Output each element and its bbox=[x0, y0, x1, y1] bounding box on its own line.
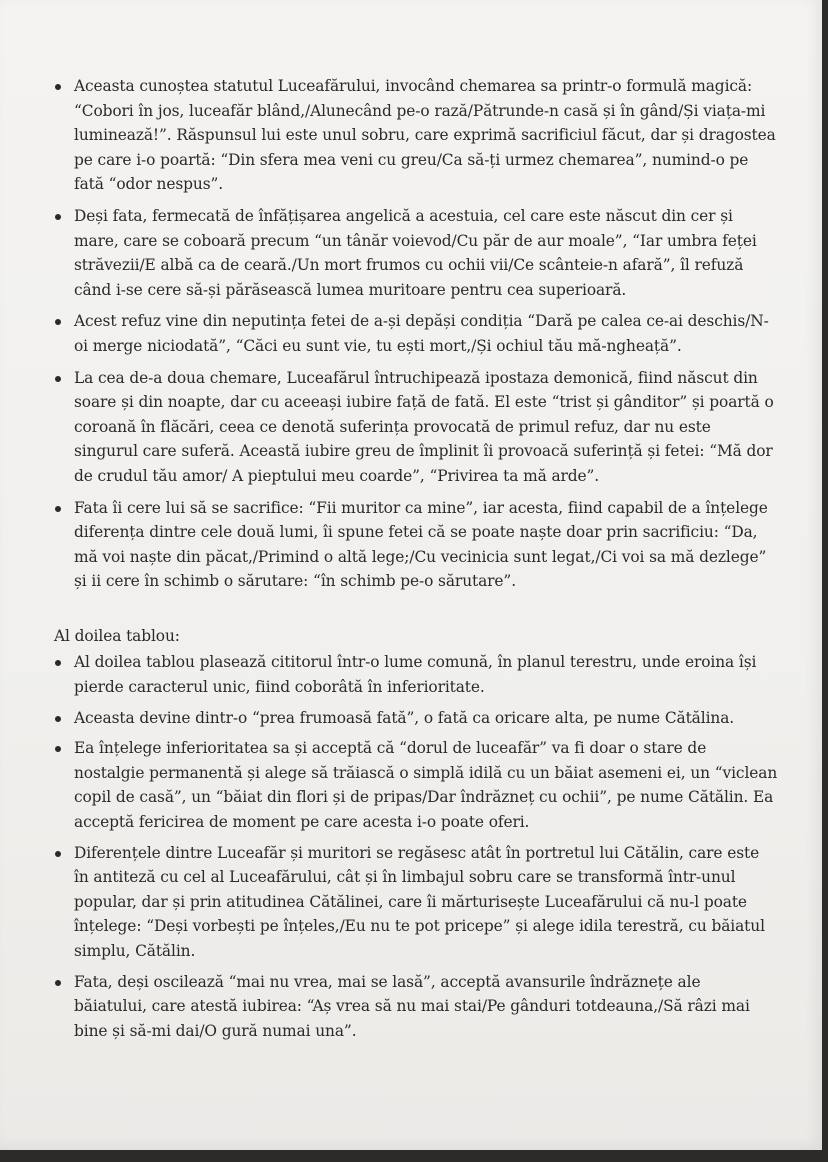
list-item: Fata îi cere lui să se sacrifice: “Fii muritor ca mine”, iar acesta, fiind capabil de a înțelege diferența dintre cele două lumi, îi spune fetei că se poate naște doar prin sacrificiu: “Da, mă voi naște din păcat,/Primind o altă lege;/Cu vecinicia sunt legat,/Ci voi sa mă dezlege” și ii cere în schimb o sărutare: “în schimb pe-o sărutare”. bbox=[50, 496, 778, 594]
list-item: Aceasta cunoștea statutul Luceafărului, invocând chemarea sa printr-o formulă magică: “Cobori în jos, luceafăr blând,/Alunecând pe-o rază/Pătrunde-n casă și în gând/Și viața-mi luminează!”. Răspunsul lui este unul sobru, care exprimă sacrificiul făcut, dar și dragostea pe care i-o poartă: “Din sfera mea veni cu greu/Ca să-ți urmez chemarea”, numind-o pe fată “odor nespus”. bbox=[50, 74, 778, 197]
list-item: Deși fata, fermecată de înfățișarea angelică a acestuia, cel care este născut din cer și mare, care se coboară precum “un tânăr voievod/Cu păr de aur moale”, “Iar umbra feței străvezii/E albă ca de ceară./Un mort frumos cu ochii vii/Ce scânteie-n afară”, îl refuză când i-se cere să-și părăsească lumea muritoare pentru cea superioară. bbox=[50, 204, 778, 302]
list-item: Fata, deși oscilează “mai nu vrea, mai se lasă”, acceptă avansurile îndrăznețe ale băiatului, care atestă iubirea: “Aș vrea să nu mai stai/Pe gânduri totdeauna,/Să râzi mai bine și să-mi dai/O gură numai una”. bbox=[50, 970, 778, 1044]
section-heading: Al doilea tablou: bbox=[54, 626, 180, 645]
document-content bbox=[50, 74, 778, 1049]
section-1-bullet-list bbox=[50, 74, 778, 594]
list-item: Al doilea tablou plasează cititorul într-o lume comună, în planul terestru, unde eroina își pierde caracterul unic, fiind coborâtă în inferioritate. bbox=[50, 650, 778, 699]
list-item: Aceasta devine dintr-o “prea frumoasă fată”, o fată ca oricare alta, pe nume Cătălina. bbox=[50, 706, 778, 731]
list-item: Ea înțelege inferioritatea sa și acceptă că “dorul de luceafăr” va fi doar o stare de nostalgie permanentă și alege să trăiască o simplă idilă cu un băiat asemeni ei, un “viclean copil de casă”, un “băiat din flori și de pripas/Dar îndrăzneț cu ochii”, pe nume Cătălin. Ea acceptă fericirea de moment pe care acesta i-o poate oferi. bbox=[50, 736, 778, 834]
list-item: Acest refuz vine din neputința fetei de a-și depăși condiția “Dară pe calea ce-ai deschis/N-oi merge niciodată”, “Căci eu sunt vie, tu ești mort,/Și ochiul tău mă-ngheață”. bbox=[50, 309, 778, 358]
list-item: La cea de-a doua chemare, Luceafărul întruchipează ipostaza demonică, fiind născut din soare și din noapte, dar cu aceeași iubire față de fată. El este “trist și gânditor” și poartă o coroană în flăcări, ceea ce denotă suferința provocată de primul refuz, dar nu este singurul care suferă. Această iubire greu de împlinit îi provoacă suferință și fetei: “Mă dor de crudul tău amor/ A pieptului meu coarde”, “Privirea ta mă arde”. bbox=[50, 366, 778, 489]
list-item: Diferențele dintre Luceafăr și muritori se regăsesc atât în portretul lui Cătălin, care este în antiteză cu cel al Luceafărului, cât și în limbajul sobru care se transformă într-unul popular, dar și prin atitudinea Cătălinei, care îi mărturisește Luceafărului că nu-l poate înțelege: “Deși vorbești pe înțeles,/Eu nu te pot pricepe” și alege idila terestră, cu băiatul simplu, Cătălin. bbox=[50, 841, 778, 964]
section-2-bullet-list bbox=[50, 650, 778, 1043]
